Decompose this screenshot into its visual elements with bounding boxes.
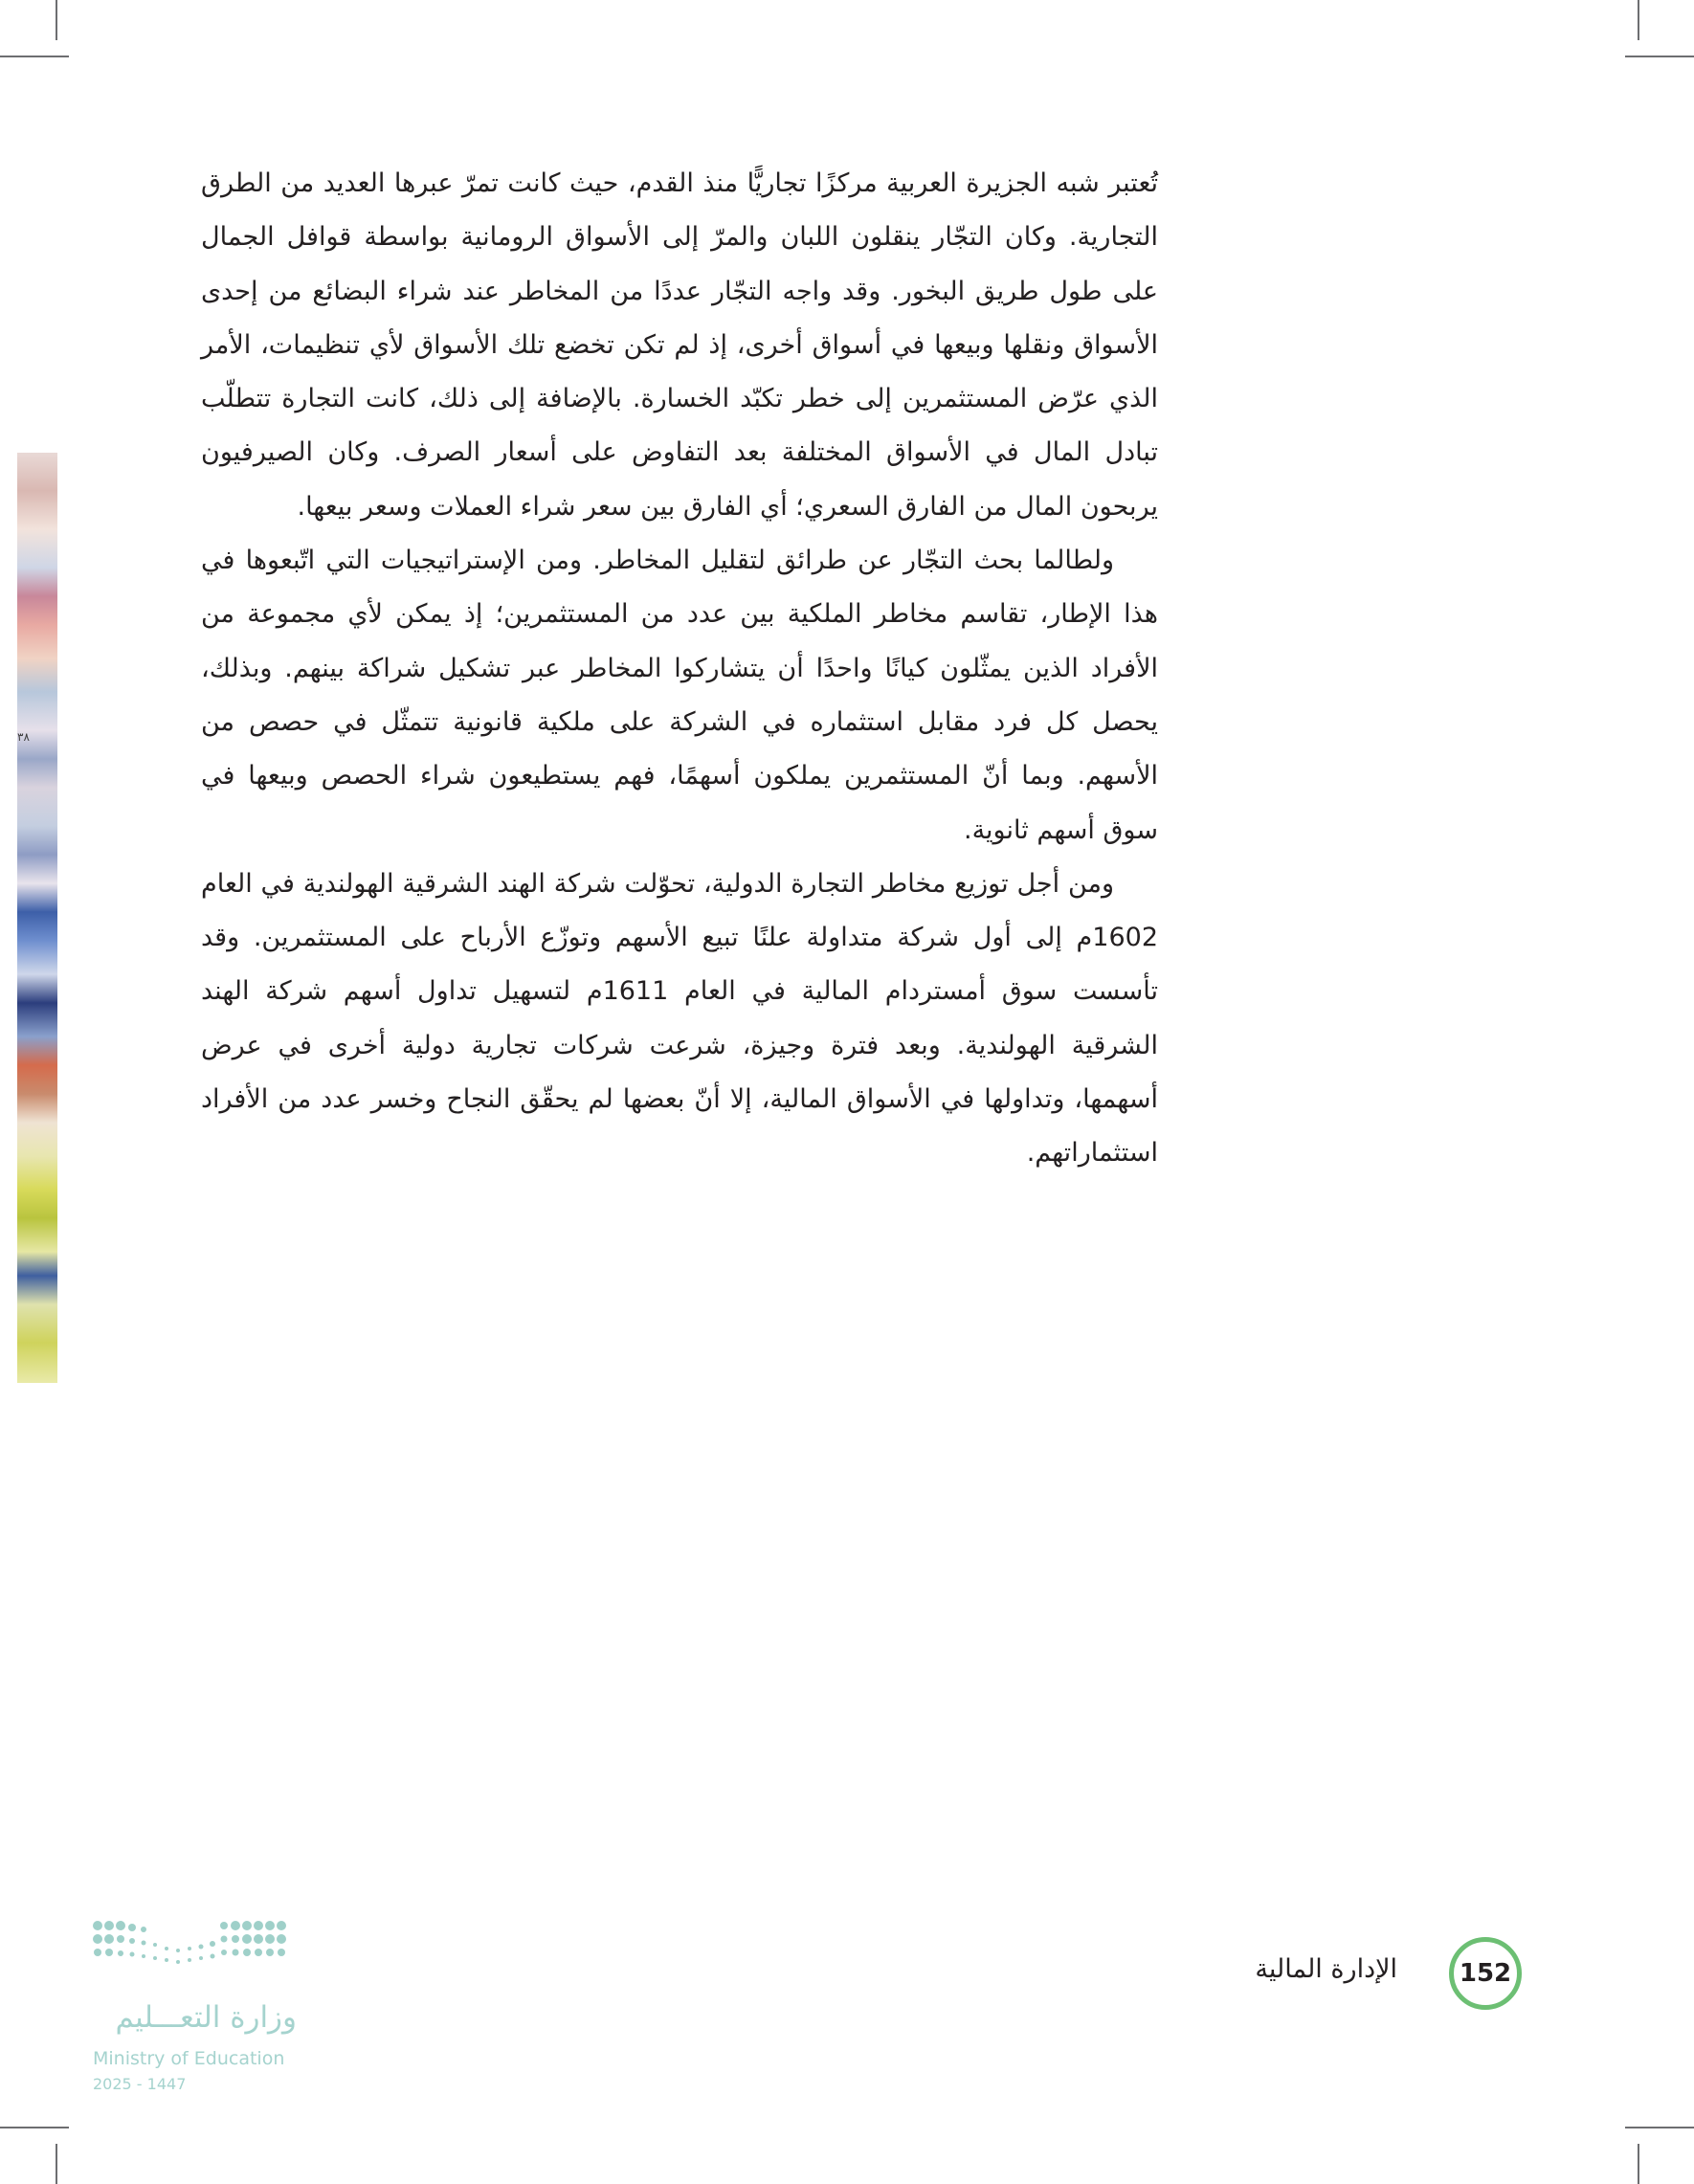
ministry-name-arabic: وزارة التعـــليم: [115, 2000, 297, 2035]
body-text: [201, 157, 1158, 1181]
crop-mark: [1625, 2127, 1694, 2128]
crop-mark: [0, 2127, 69, 2128]
paragraph: تُعتبر شبه الجزيرة العربية مركزًا تجاريًّا منذ القدم، حيث كانت تمرّ عبرها العديد من الطرق التجارية. وكان التجّار ينقلون اللبان والمرّ إلى الأسواق الرومانية بواسطة قوافل الجمال على طول طريق البخور. وقد واجه التجّار عددًا من المخاطر عند شراء البضائع من إحدى الأسواق ونقلها وبيعها في أسواق أخرى، إذ لم تكن تخضع تلك الأسواق لأي تنظيمات، الأمر الذي عرّض المستثمرين إلى خطر تكبّد الخسارة. بالإضافة إلى ذلك، كانت التجارة تتطلّب تبادل المال في الأسواق المختلفة بعد التفاوض على أسعار الصرف. وكان الصيرفيون يربحون المال من الفارق السعري؛ أي الفارق بين سعر شراء العملات وسعر بيعها.: [201, 168, 1158, 522]
page-number: 152: [1449, 1937, 1522, 2010]
crop-mark: [0, 56, 69, 57]
crop-mark: [1638, 0, 1639, 40]
crop-mark: [56, 2144, 57, 2184]
crop-mark: [1638, 2144, 1639, 2184]
crop-mark: [1625, 56, 1694, 57]
book-title: الإدارة المالية: [1255, 1954, 1397, 1984]
paragraph: ومن أجل توزيع مخاطر التجارة الدولية، تحوّلت شركة الهند الشرقية الهولندية في العام 1602م إلى أول شركة متداولة علنًا تبيع الأسهم وتوزّع الأرباح على المستثمرين. وقد تأسست سوق أمستردام المالية في العام 1611م لتسهيل تداول أسهم شركة الهند الشرقية الهولندية. وبعد فترة وجيزة، شرعت شركات تجارية دولية أخرى في عرض أسهمها، وتداولها في الأسواق المالية، إلا أنّ بعضها لم يحقّق النجاح وخسر عدد من الأفراد استثماراتهم.: [201, 868, 1158, 1169]
paragraph: ولطالما بحث التجّار عن طرائق لتقليل المخاطر. ومن الإستراتيجيات التي اتّبعوها في هذا الإطار، تقاسم مخاطر الملكية بين عدد من المستثمرين؛ إذ يمكن لأي مجموعة من الأفراد الذين يمثّلون كيانًا واحدًا أن يتشاركوا المخاطر عبر تشكيل شراكة بينهم. وبذلك، يحصل كل فرد مقابل استثماره في الشركة على ملكية قانونية تتمثّل في حصص من الأسهم. وبما أنّ المستثمرين يملكون أسهمًا، فهم يستطيعون شراء الحصص وبيعها في سوق أسهم ثانوية.: [201, 546, 1158, 845]
ministry-name-english: Ministry of Education: [93, 2048, 285, 2069]
crop-mark: [56, 0, 57, 40]
edition-year: 2025 - 1447: [93, 2075, 187, 2093]
banknote-image-strip: [17, 453, 57, 1383]
strip-mark: ٣٨: [17, 730, 30, 744]
